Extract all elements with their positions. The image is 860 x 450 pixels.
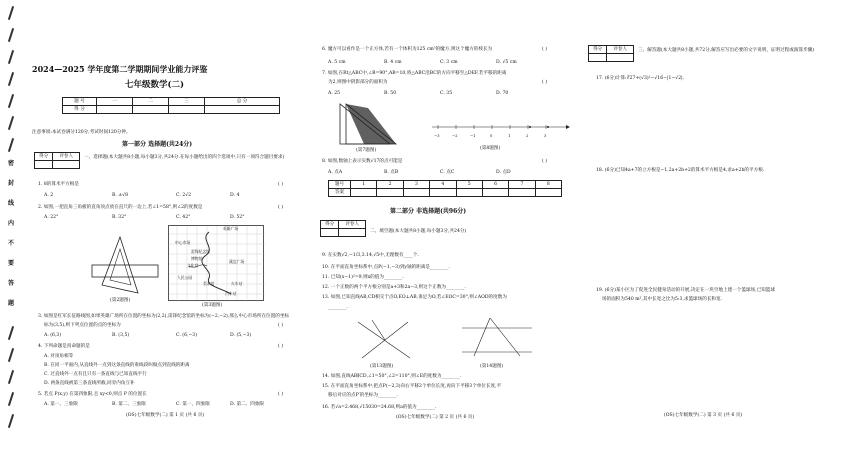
score-table — [62, 97, 280, 114]
numberline-label: 3 — [544, 133, 547, 138]
q3-stem-line1: 3. 如图是红军长征路线图,如果英雄广场所在位置的坐标为(2,2),雷锋纪念馆的坐标为(−2,−2),那么中心市场所在位置的坐标 — [38, 314, 290, 319]
answer-table-header: 3 — [403, 181, 429, 189]
scorer-cell[interactable] — [35, 161, 53, 169]
section-1-intro: 一、选择题(本大题共8小题,每小题3分,共24分.在每小题给出的四个选项中,只有一项符合题目要求) — [84, 155, 285, 160]
score-cell[interactable] — [97, 106, 133, 114]
q11-stem: 11. 已知(x−1)²=9,则x的值为________. — [322, 275, 404, 280]
scorer-label: 得分 — [321, 221, 339, 229]
numberline-label: −2 — [452, 133, 458, 138]
q6-option: D. √5 cm — [496, 60, 517, 65]
numberline-label: 0 — [490, 133, 493, 138]
map-label: 博物馆 — [191, 256, 203, 261]
numberline-label: −1 — [470, 133, 476, 138]
part-1-title: 第一部分 选择题(共24分) — [122, 141, 193, 148]
scorer-label: 得分 — [589, 46, 607, 54]
scorer-label: 评卷人 — [53, 153, 80, 161]
page-3-footer: (OS)七年级数学(二) 第 3 页 (共 6 页) — [664, 413, 743, 418]
figure-13-intersecting-lines — [354, 316, 414, 362]
answer-cell[interactable] — [535, 189, 561, 197]
binding-char: 封 — [8, 180, 15, 187]
q13-stem-line2: ________. — [328, 305, 348, 310]
q5-stem: 5. 若点 P(x,y) 在第四象限,且 xy<0,则点 P 的位置在 — [38, 392, 147, 397]
figure-13-caption: (第13题图) — [370, 364, 394, 369]
section-1-scorer-box — [34, 152, 80, 169]
score-cell[interactable] — [133, 106, 169, 114]
score-cell[interactable] — [205, 106, 280, 114]
q1-paren: ( ) — [278, 182, 284, 187]
answer-cell[interactable] — [482, 189, 508, 197]
q1-option: B. ±√8 — [112, 193, 128, 198]
answer-cell[interactable] — [430, 189, 456, 197]
answer-table-header: 1 — [351, 181, 377, 189]
page-2 — [320, 0, 585, 450]
answer-table-header: 6 — [482, 181, 508, 189]
figure-2-triangle-ruler — [90, 235, 160, 297]
figure-14-parallel-lines — [460, 316, 536, 362]
q7-paren: ( ) — [542, 80, 548, 85]
q7-option: C. 35 — [440, 91, 453, 96]
figure-3-caption: (第3题图) — [202, 303, 223, 308]
figure-14-caption: (第14题图) — [480, 364, 504, 369]
q6-option: B. 4 cm — [384, 60, 402, 65]
notice: 注意事项:本试卷满分120分,考试时间120分钟。 — [32, 130, 131, 135]
figure-7-caption: (第7题图) — [356, 148, 377, 153]
score-table-header: 三 — [169, 98, 205, 106]
part-2-title: 第二部分 非选择题(共96分) — [390, 208, 467, 215]
binding-char: 答 — [8, 280, 15, 287]
answer-cell[interactable] — [403, 189, 429, 197]
q6-paren: ( ) — [542, 47, 548, 52]
q7-option: B. 50 — [384, 91, 397, 96]
scorer-label: 得分 — [35, 153, 53, 161]
q3-option: C. (6,−3) — [176, 333, 198, 338]
q4-stem: 4. 下列命题是真命题的是 — [38, 344, 90, 349]
answer-table — [328, 180, 562, 197]
q5-option: C. 第一、四象限 — [176, 402, 210, 407]
q17-stem: 17. (6分)计算:∛27+(√3)²−√16−|1−√2|. — [596, 76, 685, 81]
map-label: 汽车站 — [225, 291, 237, 296]
figure-3-map — [168, 225, 264, 301]
q6-option: C. 3 cm — [440, 60, 458, 65]
q5-option: D. 第二、四象限 — [230, 402, 265, 407]
exam-subject: 七年级数学(二) — [125, 80, 185, 90]
scorer-cell[interactable] — [53, 161, 80, 169]
map-label: 溪边广场 — [229, 259, 245, 264]
map-label: 人民公园 — [177, 275, 193, 280]
q19-stem-line1: 19. (6分)某小区为了促进全民健身活动的开展,决定在一块空地上建一个篮球场,已知篮球 — [596, 288, 775, 293]
section-2-intro: 二、填空题(本大题共8小题,每小题3分,共24分) — [370, 229, 467, 234]
q2-option: A. 22° — [44, 215, 59, 220]
q5-option: A. 第一、三象限 — [44, 402, 78, 407]
score-table-header: 二 — [133, 98, 169, 106]
scorer-cell[interactable] — [589, 54, 607, 62]
q2-paren: ( ) — [278, 205, 284, 210]
answer-cell[interactable] — [456, 189, 482, 197]
section-3-scorer-box — [588, 45, 634, 62]
q2-stem: 2. 如图,一把直角三角板的直角顶点放在直尺的一边上,若∠1=58°,则∠2的度数是 — [38, 205, 203, 210]
answer-cell[interactable] — [377, 189, 403, 197]
binding-char: 线 — [8, 200, 15, 207]
figure-8-caption: (第8题图) — [480, 146, 501, 151]
binding-char: 不 — [8, 240, 15, 247]
q8-option: C. 点C — [440, 170, 455, 175]
q8-option: B. 点B — [384, 170, 399, 175]
q7-stem-line1: 7. 如图,在Rt△ABC中,∠B=90°,AB=10,将△ABC沿BC的方向平移至△DEF,若平移的距离 — [322, 71, 507, 76]
map-label: 文化宫 — [187, 263, 199, 268]
scorer-label: 评卷人 — [339, 221, 366, 229]
q19-stem-line2: 场的面积为540 m²,其中长宽之比为5:3,求篮球场的长和宽. — [602, 297, 723, 302]
q2-option: B. 32° — [112, 215, 127, 220]
q5-option: B. 第二、三象限 — [112, 402, 146, 407]
answer-table-header: 题号 — [329, 181, 351, 189]
q3-option: A. (6,3) — [44, 333, 62, 338]
score-table-row-label: 得 分 — [63, 106, 97, 114]
numberline-label: 2 — [526, 133, 529, 138]
q8-option: D. 点D — [496, 170, 511, 175]
q16-stem: 16. 若√a=2.468,√15030=24.68,则a的值为________. — [322, 405, 437, 410]
q7-option: A. 25 — [328, 91, 341, 96]
map-label: 雷锋纪念馆 — [191, 249, 210, 254]
q1-option: D. 4 — [230, 193, 240, 198]
page-1-footer: (OS)七年级数学(二) 第 1 页 (共 6 页) — [126, 413, 205, 418]
q4-option: D. 两条直线被第三条直线所截,同旁内角互补 — [44, 381, 135, 386]
binding-char: 密 — [8, 160, 15, 167]
q10-stem: 10. 在平面直角坐标系中,点P(−1,−3)到y轴的距离是________. — [322, 265, 450, 270]
exam-year-title: 2024—2025 学年度第二学期期间学业能力评鉴 — [32, 64, 208, 74]
q13-stem-line1: 13. 如图,已知直线AB,CD相交于点O,EO⊥AB,垂足为O,若∠EOC=30°,则∠AOD的度数为 — [322, 295, 507, 300]
figure-8-number-line — [430, 122, 570, 134]
q15-stem-line2: 移后对应的点P′的坐标为________. — [328, 393, 398, 398]
q3-paren: ( ) — [278, 323, 284, 328]
q9-stem: 9. 在实数√2,−1/3,3.14,√5中,无理数有____个. — [322, 253, 419, 258]
q4-option: B. 在同一平面内,从直线外一点到这条直线的垂线段叫做点到直线的距离 — [44, 363, 190, 368]
q12-stem: 12. 一个正数的两个平方根分别是a+3和2a−3,则这个正数为________. — [322, 285, 466, 290]
q14-stem: 14. 如图,直线AB∥CD,∠1=50°,∠2=110°,则∠E的度数为________. — [322, 374, 462, 379]
q3-option: D. (5,−3) — [230, 333, 252, 338]
figure-2-caption: (第2题图) — [110, 298, 131, 303]
section-3-intro: 三、解答题(本大题共8小题,共72分,解答应写出必要的文字说明、证明过程或演算步骤) — [638, 48, 815, 53]
section-2-scorer-box — [320, 220, 366, 237]
figure-7-translated-triangles — [334, 100, 404, 148]
q5-paren: ( ) — [278, 392, 284, 397]
q8-paren: ( ) — [542, 159, 548, 164]
scorer-label: 评卷人 — [607, 46, 634, 54]
q2-option: D. 52° — [230, 215, 245, 220]
answer-table-header: 8 — [535, 181, 561, 189]
q6-option: A. 5 cm — [328, 60, 346, 65]
q17-answer-space[interactable] — [596, 88, 846, 158]
numberline-label: −3 — [434, 133, 440, 138]
binding-char: 题 — [8, 300, 15, 307]
scorer-cell[interactable] — [339, 229, 366, 237]
map-label: 火车站 — [231, 281, 243, 286]
map-label: 美术馆 — [203, 281, 215, 286]
q4-option: C. 过直线外一点有且只有一条直线与已知直线平行 — [44, 372, 147, 377]
q7-stem-line2: 为2,则图中阴影部分的面积为 — [328, 80, 388, 85]
scorer-cell[interactable] — [321, 229, 339, 237]
binding-strip — [0, 0, 30, 450]
q6-stem: 6. 魔方可以看作是一个正方体,若有一个体积为125 cm³的魔方,则这个魔方的棱长为 — [322, 47, 493, 52]
map-label: 中心市场 — [175, 240, 191, 245]
q1-stem: 1. 8的算术平方根是 — [38, 182, 79, 187]
q18-stem: 18. (6分)已知4a+7的立方根是−1,2a+2b+2的算术平方根是4,求a+2b的平方根. — [596, 168, 765, 173]
q2-option: C. 42° — [176, 215, 191, 220]
score-table-header: 一 — [97, 98, 133, 106]
q15-stem-line1: 15. 在平面直角坐标系中,把点P(−2,3)向右平移2个单位长度,再向下平移3个单位长度,平 — [322, 384, 502, 389]
answer-table-row-label: 答案 — [329, 189, 351, 197]
q8-stem: 8. 如图,数轴上表示实数√17的点可能是 — [322, 159, 403, 164]
q3-option: B. (3,5) — [112, 333, 130, 338]
q7-option: D. 70 — [496, 91, 509, 96]
score-cell[interactable] — [169, 106, 205, 114]
q4-option: A. 对顶角相等 — [44, 354, 74, 359]
score-table-header: 题 号 — [63, 98, 97, 106]
page-1 — [30, 0, 315, 450]
q19-answer-space[interactable] — [596, 310, 846, 405]
q18-answer-space[interactable] — [596, 180, 846, 280]
score-table-header: 总 分 — [205, 98, 280, 106]
numberline-label: 1 — [508, 133, 511, 138]
answer-cell[interactable] — [509, 189, 535, 197]
binding-char: 要 — [8, 260, 15, 267]
answer-cell[interactable] — [351, 189, 377, 197]
answer-table-header: 2 — [377, 181, 403, 189]
q3-stem-line2: 标为(3,5),则下列点位置的点的坐标为 — [44, 323, 121, 328]
page-2-footer: (OS)七年级数学(二) 第 2 页 (共 6 页) — [396, 415, 475, 420]
binding-char: 内 — [8, 220, 15, 227]
q4-paren: ( ) — [278, 344, 284, 349]
answer-table-header: 7 — [509, 181, 535, 189]
q1-option: C. 2√2 — [176, 193, 192, 198]
answer-table-header: 4 — [430, 181, 456, 189]
q8-option: A. 点A — [328, 170, 343, 175]
scorer-cell[interactable] — [607, 54, 634, 62]
q1-option: A. 2 — [44, 193, 54, 198]
map-label: 英雄广场 — [223, 226, 239, 231]
page-3 — [588, 0, 860, 450]
answer-table-header: 5 — [456, 181, 482, 189]
